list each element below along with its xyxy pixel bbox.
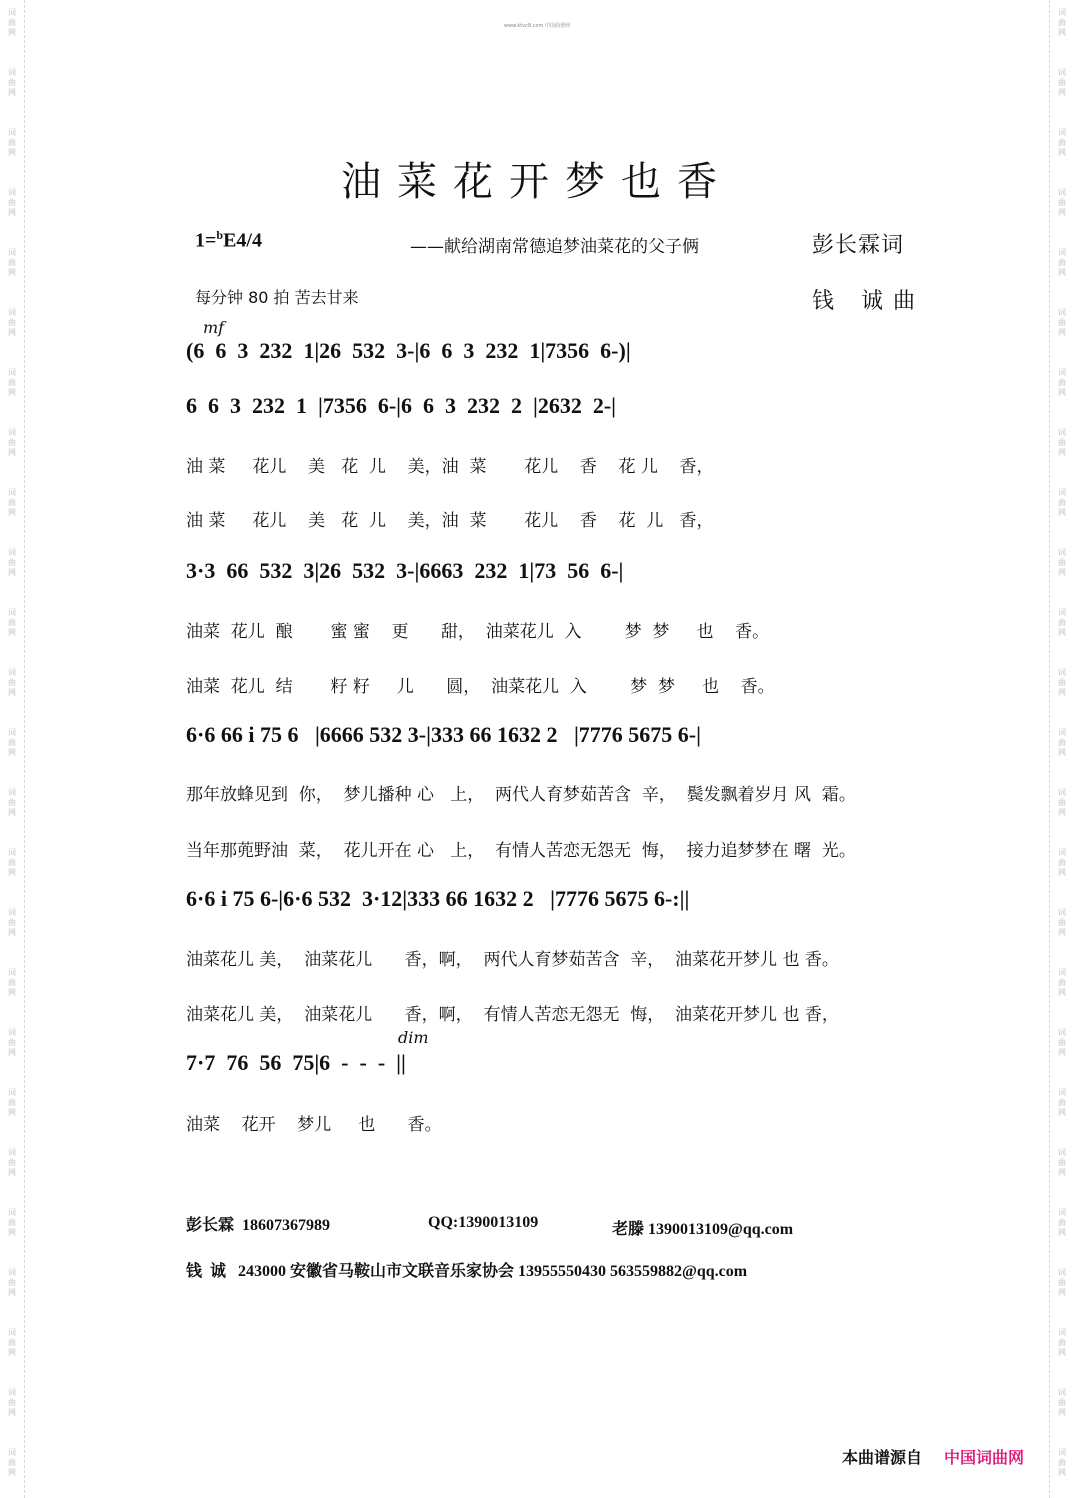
watermark-mark: 词 曲 网 xyxy=(1058,188,1066,217)
dedication: ——献给湖南常德追梦油菜花的父子俩 xyxy=(410,237,699,257)
score-line-3: 3·3 66 532 3|26 532 3-|6663 232 1|73 56 6-| xyxy=(186,558,624,583)
watermark-mark: 词 曲 网 xyxy=(1058,1088,1066,1117)
contact-lyricist-phone: 彭长霖 18607367989 xyxy=(186,1217,331,1234)
watermark-mark: 词 曲 网 xyxy=(1058,608,1066,637)
watermark-mark: 词 曲 网 xyxy=(8,1088,16,1117)
watermark-mark: 词 曲 网 xyxy=(1058,1028,1066,1057)
watermark-mark: 词 曲 网 xyxy=(8,548,16,577)
watermark-mark: 词 曲 网 xyxy=(1058,1148,1066,1177)
composer: 钱 诚曲 xyxy=(812,289,925,314)
lyric-line-6: 油菜 花开 梦儿 也 香。 xyxy=(186,1115,442,1135)
watermark-mark: 词 曲 网 xyxy=(1058,428,1066,457)
watermark-mark: 词 曲 网 xyxy=(8,488,16,517)
watermark-mark: 词 曲 网 xyxy=(8,968,16,997)
watermark-mark: 词 曲 网 xyxy=(1058,248,1066,277)
watermark-mark: 词 曲 网 xyxy=(8,728,16,757)
watermark-mark: 词 曲 网 xyxy=(1058,68,1066,97)
watermark-mark: 词 曲 网 xyxy=(1058,8,1066,37)
score-line-5: 6·6 i 75 6-|6·6 532 3·12|333 66 1632 2 |7776 5675 6-:|| xyxy=(186,886,690,911)
contact-composer: 钱 诚 243000 安徽省马鞍山市文联音乐家协会 13955550430 563559882@qq.com xyxy=(186,1263,748,1280)
watermark-mark: 词 曲 网 xyxy=(1058,1208,1066,1237)
watermark-mark: 词 曲 网 xyxy=(1058,788,1066,817)
watermark-mark: 词 曲 网 xyxy=(8,668,16,697)
song-title: 油菜花开梦也香 xyxy=(341,159,733,205)
lyric-line-5-verse-1: 油菜花儿 美， 油菜花儿 香，啊， 两代人育梦茹苦含 辛， 油菜花开梦儿 也 香。 xyxy=(186,950,839,970)
source-credit xyxy=(842,1445,1024,1468)
watermark-mark: 词 曲 网 xyxy=(1058,668,1066,697)
watermark-mark: 词 曲 网 xyxy=(8,428,16,457)
dynamic-mf: mf xyxy=(203,318,225,337)
watermark-mark: 词 曲 网 xyxy=(8,68,16,97)
contact-qq: QQ:1390013109 xyxy=(428,1214,539,1231)
left-watermark-strip xyxy=(0,0,25,1498)
watermark-mark: 词 曲 网 xyxy=(1058,308,1066,337)
lyric-line-4-verse-1: 那年放蜂见到 你， 梦儿播种 心 上， 两代人育梦茹苦含 辛， 鬓发飘着岁月 风 霜。 xyxy=(186,785,856,805)
watermark-mark: 词 曲 网 xyxy=(8,1148,16,1177)
watermark-mark: 词 曲 网 xyxy=(1058,1448,1066,1477)
watermark-mark: 词 曲 网 xyxy=(8,908,16,937)
lyric-line-3-verse-1: 油菜 花儿 酿 蜜 蜜 更 甜， 油菜花儿 入 梦 梦 也 香。 xyxy=(186,622,770,642)
key-flat: b xyxy=(216,228,224,242)
right-watermark-strip xyxy=(1049,0,1074,1498)
watermark-mark: 词 曲 网 xyxy=(1058,1268,1066,1297)
watermark-mark: 词 曲 网 xyxy=(8,608,16,637)
site-url: www.ktvc8.com 中国曲谱网 xyxy=(503,23,570,29)
watermark-mark: 词 曲 网 xyxy=(1058,848,1066,877)
key-prefix: 1= xyxy=(195,229,217,252)
watermark-mark: 词 曲 网 xyxy=(1058,728,1066,757)
source-label: 本曲谱源自 xyxy=(842,1448,923,1467)
watermark-mark: 词 曲 网 xyxy=(1058,368,1066,397)
lyric-line-5-verse-2: 油菜花儿 美， 油菜花儿 香，啊， 有情人苦恋无怨无 悔， 油菜花开梦儿 也 香， xyxy=(186,1005,839,1025)
watermark-mark: 词 曲 网 xyxy=(8,368,16,397)
watermark-mark: 词 曲 网 xyxy=(1058,488,1066,517)
lyric-line-2-verse-1: 油 菜 花儿 美 花 儿 美，油 菜 花儿 香 花 儿 香， xyxy=(186,457,714,477)
watermark-mark: 词 曲 网 xyxy=(8,788,16,817)
score-line-4: 6·6 66 i 75 6 |6666 532 3-|333 66 1632 2 |7776 5675 6-| xyxy=(186,722,701,747)
tempo-marking: 每分钟 80 拍 苦去甘来 xyxy=(195,288,359,307)
watermark-mark: 词 曲 网 xyxy=(8,1208,16,1237)
contact-email: 老滕 1390013109@qq.com xyxy=(612,1221,794,1238)
watermark-mark: 词 曲 网 xyxy=(8,1268,16,1297)
watermark-mark: 词 曲 网 xyxy=(1058,968,1066,997)
score-line-6: 7·7 76 56 75|6 - - - || xyxy=(186,1050,406,1075)
watermark-mark: 词 曲 网 xyxy=(8,8,16,37)
watermark-mark: 词 曲 网 xyxy=(1058,1388,1066,1417)
watermark-mark: 词 曲 网 xyxy=(8,128,16,157)
watermark-mark: 词 曲 网 xyxy=(8,1028,16,1057)
lyric-line-3-verse-2: 油菜 花儿 结 籽 籽 儿 圆， 油菜花儿 入 梦 梦 也 香。 xyxy=(186,677,775,697)
score-line-2: 6 6 3 232 1 |7356 6-|6 6 3 232 2 |2632 2-| xyxy=(186,393,617,418)
dynamic-dim: dim xyxy=(398,1028,429,1047)
watermark-mark: 词 曲 网 xyxy=(8,1388,16,1417)
lyric-line-4-verse-2: 当年那蔸野油 菜， 花儿开在 心 上， 有情人苦恋无怨无 悔， 接力追梦梦在 曙 光。 xyxy=(186,841,856,861)
watermark-mark: 词 曲 网 xyxy=(8,188,16,217)
key-rest: E4/4 xyxy=(223,229,262,252)
watermark-mark: 词 曲 网 xyxy=(8,1448,16,1477)
watermark-mark: 词 曲 网 xyxy=(1058,128,1066,157)
lyric-line-2-verse-2: 油 菜 花儿 美 花 儿 美，油 菜 花儿 香 花 儿 香， xyxy=(186,511,714,531)
source-brand: 中国词曲网 xyxy=(944,1448,1025,1467)
score-line-1: (6 6 3 232 1|26 532 3-|6 6 3 232 1|7356 6-)| xyxy=(186,338,631,363)
watermark-mark: 词 曲 网 xyxy=(8,1328,16,1357)
watermark-mark: 词 曲 网 xyxy=(1058,908,1066,937)
watermark-mark: 词 曲 网 xyxy=(1058,548,1066,577)
watermark-mark: 词 曲 网 xyxy=(8,308,16,337)
watermark-mark: 词 曲 网 xyxy=(8,848,16,877)
key-signature xyxy=(195,228,262,253)
lyricist: 彭长霖词 xyxy=(812,233,905,258)
watermark-mark: 词 曲 网 xyxy=(1058,1328,1066,1357)
watermark-mark: 词 曲 网 xyxy=(8,248,16,277)
